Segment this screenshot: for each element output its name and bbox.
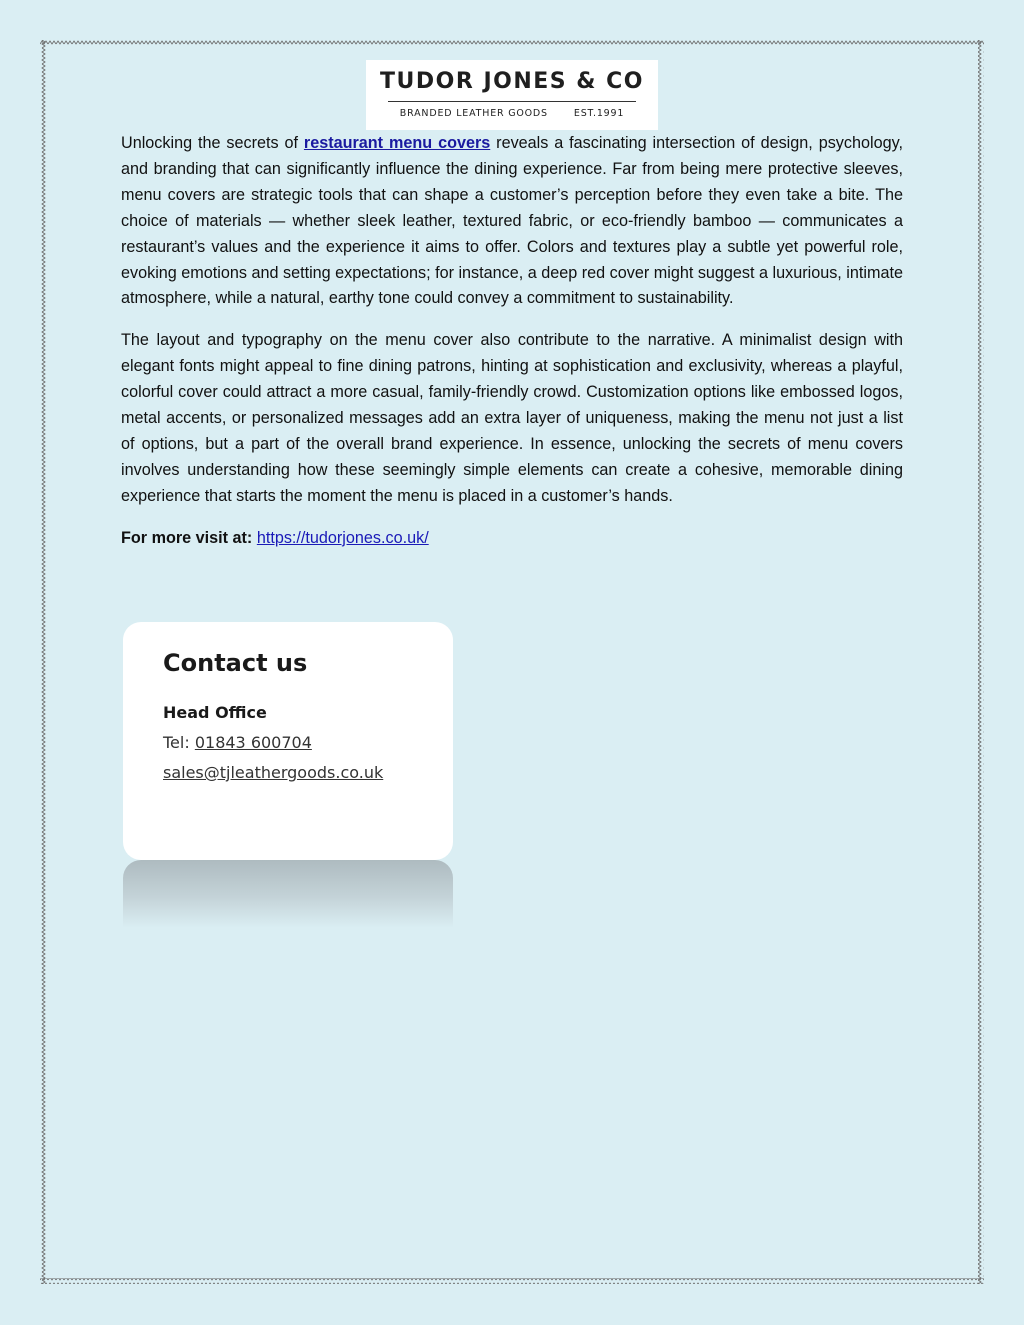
paragraph-intro-rest: reveals a fascinating intersection of design, psychology, and branding that can significantly influence the dining experience. Far from being mere protective sleeves, menu covers are strategic tools that can shape a customer’s perception before they even take a bite. The choice of materials — whether sleek leather, textured fabric, or eco-friendly bamboo — communicates a restaurant’s values and the experience it aims to offer. Colors and textures play a subtle yet powerful role, evoking emotions and setting expectations; for instance, a deep red cover might suggest a luxurious, intimate atmosphere, while a natural, earthy tone could convey a commitment to sustainability. — [121, 134, 903, 308]
contact-card — [123, 622, 453, 860]
email-address[interactable]: sales@tjleathergoods.co.uk — [163, 763, 384, 782]
head-office-label: Head Office — [163, 703, 267, 722]
phone-number[interactable]: 01843 600704 — [194, 733, 312, 752]
logo-subtitle — [366, 108, 658, 119]
logo-subtitle-left: BRANDED LEATHER GOODS — [399, 108, 548, 119]
logo-title: TUDOR JONES & CO — [380, 69, 644, 94]
contact-card-reflection — [123, 860, 453, 928]
logo-subtitle-right: EST.1991 — [573, 108, 625, 119]
visit-label: For more visit at: — [121, 528, 253, 547]
paragraph-intro — [121, 131, 903, 312]
paragraph-intro-start: Unlocking the secrets of — [121, 134, 304, 152]
logo-divider — [388, 101, 636, 102]
article-body — [121, 131, 903, 568]
phone-line — [163, 732, 453, 754]
restaurant-menu-covers-link[interactable]: restaurant menu covers — [303, 134, 491, 152]
email-line — [163, 762, 453, 784]
paragraph-layout: The layout and typography on the menu cover also contribute to the narrative. A minimalist design with elegant fonts might appeal to fine dining patrons, hinting at sophistication and exclusivity, whereas a playful, colorful cover could attract a more casual, family-friendly crowd. Customization options like embossed logos, metal accents, or personalized messages add an extra layer of uniqueness, making the menu not just a list of options, but a part of the overall brand experience. In essence, unlocking the secrets of menu covers involves understanding how these seemingly simple elements can create a cohesive, memorable dining experience that starts the moment the menu is placed in a customer’s hands. — [121, 331, 903, 505]
phone-label: Tel: — [163, 733, 195, 752]
brand-logo — [366, 60, 658, 130]
website-link[interactable]: https://tudorjones.co.uk/ — [256, 528, 429, 547]
visit-line — [121, 526, 903, 552]
contact-title: Contact us — [163, 649, 308, 677]
